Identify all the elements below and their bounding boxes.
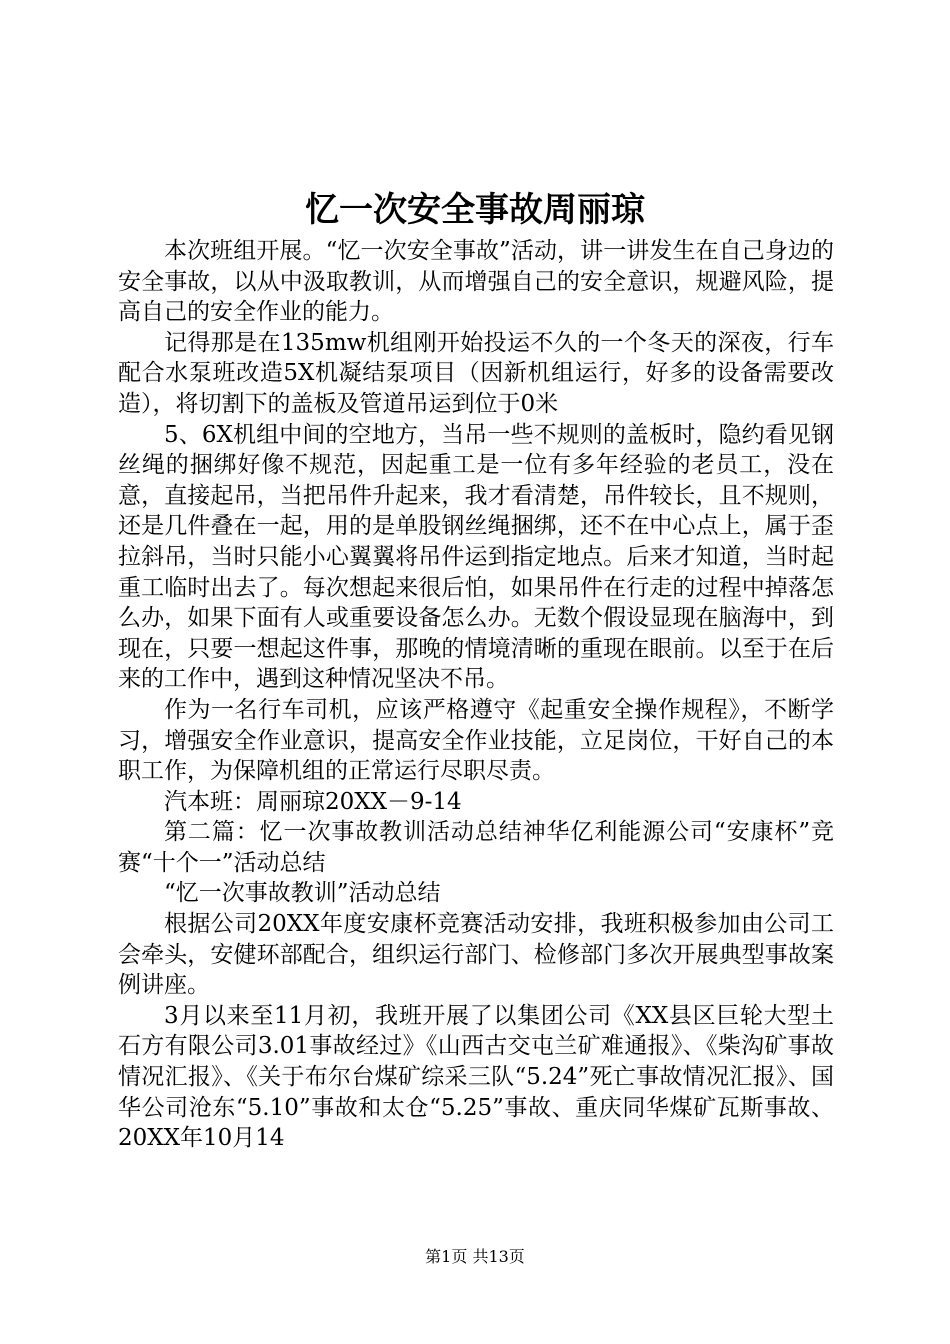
paragraph-4: 作为一名行车司机，应该严格遵守《起重安全操作规程》，不断学习，增强安全作业意识，提高安全作业技能，立足岗位，干好自己的本职工作，为保障机组的正常运行尽职尽责。 — [118, 696, 834, 785]
page-footer: 第1页 共13页 — [425, 1247, 525, 1266]
paragraph-2: 记得那是在135mw机组刚开始投运不久的一个冬天的深夜，行车配合水泵班改造5X机凝结泵项目（因新机组运行，好多的设备需要改造），将切割下的盖板及管道吊运到位于0米 — [118, 329, 834, 417]
paragraph-second-article-heading: 第二篇：忆一次事故教训活动总结神华亿利能源公司“安康杯”竞赛“十个一”活动总结 — [118, 819, 834, 876]
document-title: 忆一次安全事故周丽琼 — [305, 190, 645, 230]
paragraph-1: 本次班组开展。“忆一次安全事故”活动，讲一讲发生在自己身边的安全事故，以从中汲取教训，从而增强自己的安全意识，规避风险，提高自己的安全作业的能力。 — [118, 238, 834, 326]
paragraph-3: 5、6X机组中间的空地方，当吊一些不规则的盖板时，隐约看见钢丝绳的捆绑好像不规范，因起重工是一位有多年经验的老员工，没在意，直接起吊，当把吊件升起来，我才看清楚，吊件较长，且不规则，还是几件叠在一起，用的是单股钢丝绳捆绑，还不在中心点上，属于歪拉斜吊，当时只能小心翼翼将吊件运到指定地点。后来才知道，当时起重工临时出去了。每次想起来很后怕，如果吊件在行走的过程中掉落怎么办，如果下面有人或重要设备怎么办。无数个假设显现在脑海中，到现在，只要一想起这件事，那晚的情境清晰的重现在眼前。以至于在后来的工作中，遇到这种情况坚决不吊。 — [118, 421, 834, 693]
paragraph-8: 3月以来至11月初，我班开展了以集团公司《XX县区巨轮大型土石方有限公司3.01事故经过》《山西古交屯兰矿难通报》、《柴沟矿事故情况汇报》、《关于布尔台煤矿综采三队“5.24”死亡事故情况汇报》、国华公司沧东“5.10”事故和太仓“5.25”事故、重庆同华煤矿瓦斯事故、20XX年10月14 — [118, 1002, 834, 1152]
document-body — [118, 236, 834, 1154]
paragraph-7: 根据公司20XX年度安康杯竞赛活动安排，我班积极参加由公司工会牵头，安健环部配合，组织运行部门、检修部门多次开展典型事故案例讲座。 — [118, 911, 834, 999]
signature-line: 汽本班：周丽琼20XX－9-14 — [164, 788, 462, 815]
paragraph-subheading: “忆一次事故教训”活动总结 — [164, 880, 441, 907]
